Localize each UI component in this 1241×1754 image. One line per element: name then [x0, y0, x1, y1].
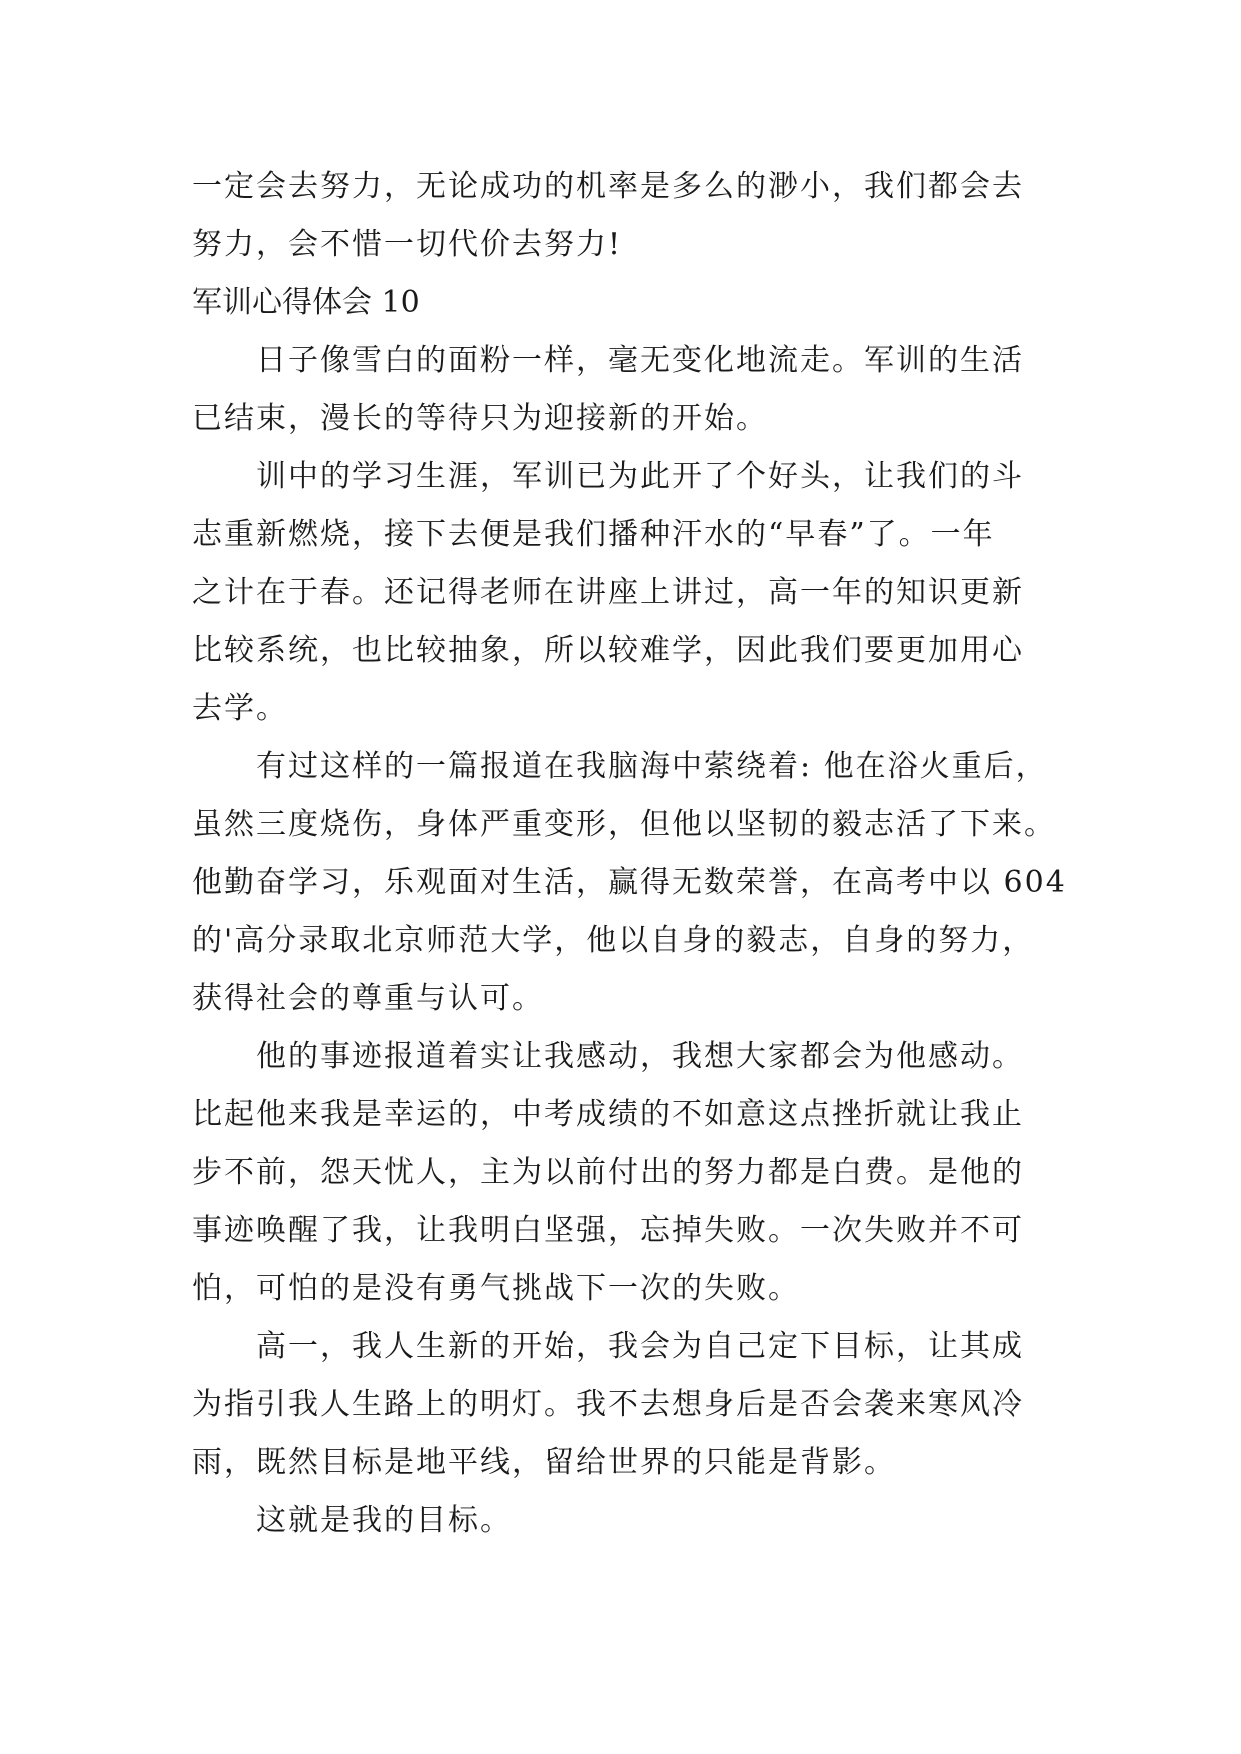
text-line: 训中的学习生涯，军训已为此开了个好头，让我们的斗 [192, 459, 1024, 494]
section-heading: 军训心得体会 10 [192, 285, 420, 320]
text-line: 为指引我人生路上的明灯。我不去想身后是否会袭来寒风冷 [192, 1387, 1024, 1422]
text-line: 他勤奋学习，乐观面对生活，赢得无数荣誉，在高考中以 604 [192, 865, 1067, 900]
text-line: 比较系统，也比较抽象，所以较难学，因此我们要更加用心 [192, 633, 1024, 668]
text-line: 志重新燃烧，接下去便是我们播种汗水的“早春”了。一年 [192, 517, 995, 552]
text-line: 事迹唤醒了我，让我明白坚强，忘掉失败。一次失败并不可 [192, 1213, 1024, 1248]
text-line: 高一，我人生新的开始，我会为自己定下目标，让其成 [192, 1329, 1024, 1364]
document-body [192, 158, 1067, 1550]
text-line: 雨，既然目标是地平线，留给世界的只能是背影。 [192, 1445, 896, 1480]
text-line: 这就是我的目标。 [192, 1503, 512, 1538]
text-line: 的'高分录取北京师范大学，他以自身的毅志，自身的努力， [192, 923, 1035, 958]
text-line: 已结束，漫长的等待只为迎接新的开始。 [192, 401, 768, 436]
text-line: 步不前，怨天忧人，主为以前付出的努力都是白费。是他的 [192, 1155, 1024, 1190]
text-line: 他的事迹报道着实让我感动，我想大家都会为他感动。 [192, 1039, 1024, 1074]
text-line: 比起他来我是幸运的，中考成绩的不如意这点挫折就让我止 [192, 1097, 1024, 1132]
text-line: 有过这样的一篇报道在我脑海中萦绕着: 他在浴火重后， [192, 749, 1048, 784]
text-line: 之计在于春。还记得老师在讲座上讲过，高一年的知识更新 [192, 575, 1024, 610]
text-line: 获得社会的尊重与认可。 [192, 981, 544, 1016]
text-line: 日子像雪白的面粉一样，毫无变化地流走。军训的生活 [192, 343, 1024, 378]
text-line: 一定会去努力，无论成功的机率是多么的渺小，我们都会去 [192, 169, 1024, 204]
text-line: 虽然三度烧伤，身体严重变形，但他以坚韧的毅志活了下来。 [192, 807, 1056, 842]
text-line: 努力，会不惜一切代价去努力! [192, 227, 623, 262]
text-line: 怕，可怕的是没有勇气挑战下一次的失败。 [192, 1271, 800, 1306]
text-line: 去学。 [192, 691, 288, 726]
